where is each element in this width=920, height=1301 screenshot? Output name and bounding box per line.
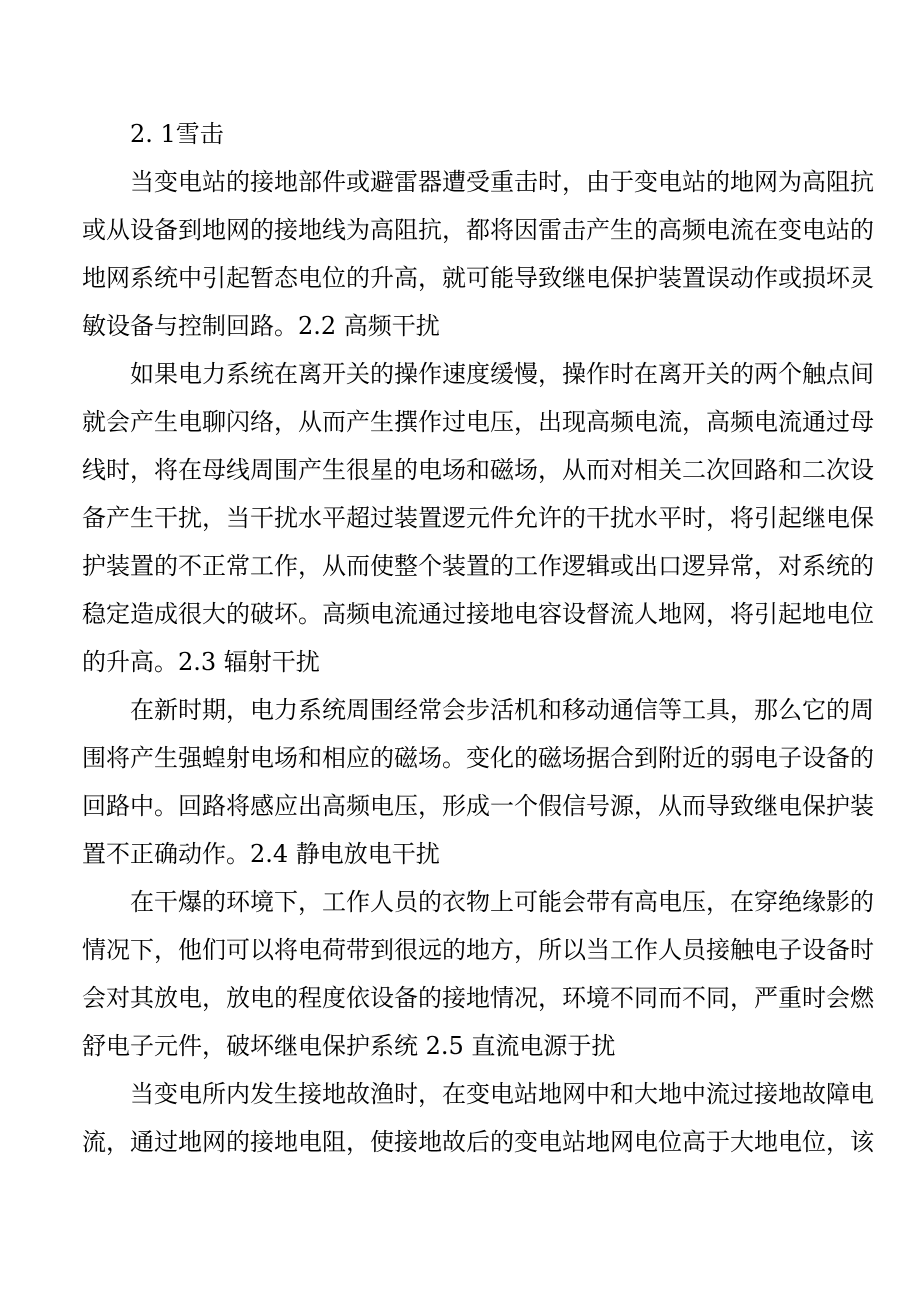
paragraph-line: 线时，将在母线周围产生很星的电场和磁场，从而对相关二次回路和二次设 — [82, 456, 874, 484]
paragraph-line: 稳定造成很大的破坏。高频电流通过接地电容设督流人地网，将引起地电位 — [82, 600, 874, 628]
paragraph-line: 或从设备到地网的接地线为高阻抗，都将因雷击产生的高频电流在变电站的 — [82, 216, 874, 244]
paragraph-line: 在新时期，电力系统周围经常会步活机和移动通信等工具，那么它的周 — [130, 696, 874, 724]
paragraph-line: 就会产生电聊闪络，从而产生撰作过电压，出现高频电流，高频电流通过母 — [82, 408, 874, 436]
paragraph-line: 备产生干扰，当干扰水平超过装置逻元件允许的干扰水平时，将引起继电保 — [82, 504, 874, 532]
paragraph-line: 敏设备与控制回路。2.2 高频干扰 — [82, 312, 440, 340]
paragraph-line: 地网系统中引起暂态电位的升高，就可能导致继电保护装置误动作或损坏灵 — [82, 264, 874, 292]
paragraph-line: 流，通过地网的接地电阻，使接地故后的变电站地网电位高于大地电位，该 — [82, 1128, 874, 1156]
paragraph-line: 置不正确动作。2.4 静电放电干扰 — [82, 840, 440, 868]
paragraph-line: 围将产生强蝗射电场和相应的磁场。变化的磁场据合到附近的弱电子设备的 — [82, 744, 874, 772]
paragraph-line: 在干爆的环境下，工作人员的衣物上可能会带有高电压，在穿绝缘影的 — [130, 888, 874, 916]
paragraph-line: 如果电力系统在离开关的操作速度缓慢，操作时在离开关的两个触点间 — [130, 360, 874, 388]
section-heading-2-1: 2. 1雪击 — [130, 120, 224, 148]
paragraph-line: 情况下，他们可以将电荷带到很远的地方，所以当工作人员接触电子设备时 — [82, 936, 874, 964]
paragraph-line: 的升高。2.3 辐射干扰 — [82, 648, 320, 676]
paragraph-line: 舒电子元件，破坏继电保护系统 2.5 直流电源于扰 — [82, 1032, 616, 1060]
paragraph-line: 回路中。回路将感应出高频电压，形成一个假信号源，从而导致继电保护装 — [82, 792, 874, 820]
paragraph-line: 护装置的不正常工作，从而使整个装置的工作逻辑或出口逻异常，对系统的 — [82, 552, 874, 580]
paragraph-line: 当变电所内发生接地故渔时，在变电站地网中和大地中流过接地故障电 — [130, 1080, 874, 1108]
paragraph-line: 会对其放电，放电的程度依设备的接地情况，环境不同而不同，严重时会燃 — [82, 984, 874, 1012]
paragraph-line: 当变电站的接地部件或避雷器遭受重击时，由于变电站的地网为高阻抗 — [130, 168, 874, 196]
